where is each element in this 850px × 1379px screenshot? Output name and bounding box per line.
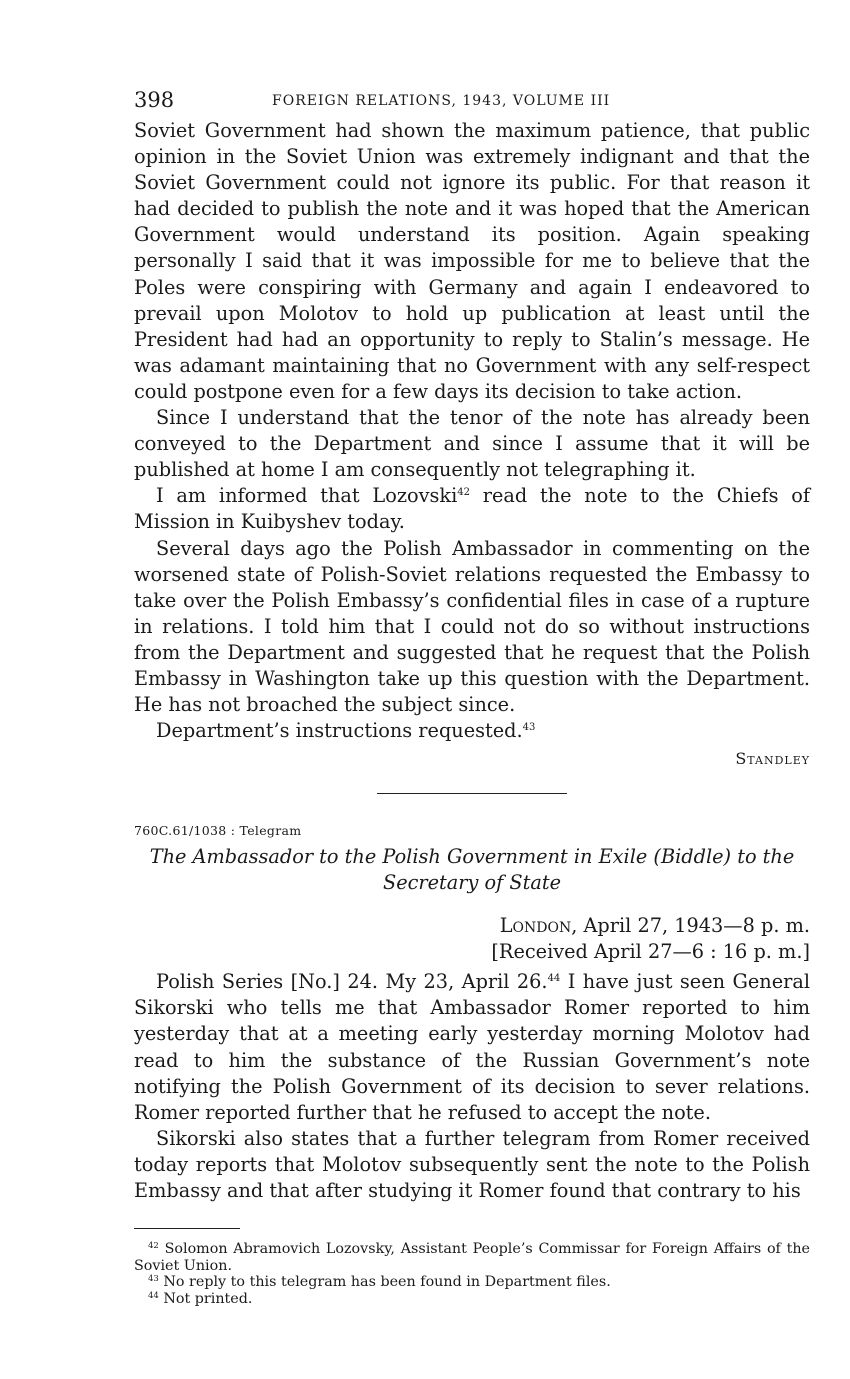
running-head: FOREIGN RELATIONS, 1943, VOLUME III xyxy=(272,93,611,109)
page-content xyxy=(134,88,810,1204)
paragraph xyxy=(134,969,810,1126)
page-header xyxy=(134,88,810,118)
paragraph-text: Department’s instructions requested. xyxy=(156,719,523,743)
footnote xyxy=(134,1274,810,1291)
paragraph: Several days ago the Polish Ambassador in commenting on the worsened state of Polish-Soviet relations requested the Embassy to take over the Polish Embassy’s confidential files in case of a rupture in relations. I told him that I could not do so without instructions from the Department and suggested that he request that the Polish Embassy in Washington take up this question with the Department. He has not broached the subject since. xyxy=(134,536,810,717)
signature: Standley xyxy=(735,749,810,769)
paragraph xyxy=(134,718,810,744)
paragraph: Since I understand that the tenor of the note has already been conveyed to the Department and since I assume that it will be published at home I am consequently not telegraphing it. xyxy=(134,406,810,482)
footnote-number: 42 xyxy=(148,1241,159,1251)
page-number: 398 xyxy=(134,88,175,112)
footnote-text: Not printed. xyxy=(163,1290,253,1307)
footnote xyxy=(134,1241,810,1274)
footnote-rule xyxy=(134,1228,240,1229)
telegram-title xyxy=(134,844,810,896)
paragraph: Soviet Government had shown the maximum patience, that public opinion in the Soviet Union was extremely indignant and that the Soviet Government could not ignore its public. For that reason it had decided to publish the note and it was hoped that the American Government would understand its position. Again speaking personally I said that it was impossible for me to believe that the Poles were conspiring with Germany and again I endeavored to prevail upon Molotov to hold up publication at least until the President had had an opportunity to reply to Stalin’s message. He was adamant maintaining that no Government with any self-respect could postpone even for a few days its decision to take action. xyxy=(134,119,810,403)
footnote-number: 43 xyxy=(148,1274,159,1284)
paragraph xyxy=(134,483,810,535)
title-line: Secretary of State xyxy=(382,871,561,895)
document-id: 760C.61/1038 : Telegram xyxy=(134,823,302,839)
footnote-ref: 42 xyxy=(457,487,470,499)
dateline-sent xyxy=(134,913,810,939)
dateline xyxy=(134,913,810,965)
footnote-number: 44 xyxy=(148,1290,159,1301)
dateline-date: , April 27, 1943—8 p. m. xyxy=(571,914,810,938)
paragraph-text: I have just seen General Sikorski who tells me that Ambassador Romer reported to him yesterday that at a meeting early yesterday morning Molotov had read to him the substance of the Russian Government’s note notifying the Polish Government of its decision to sever relations. Romer reported further that he refused to accept the note. xyxy=(134,970,810,1124)
paragraph-text: read the note to the Chiefs of Mission in Kuibyshev today. xyxy=(134,484,810,534)
footnote-text: No reply to this telegram has been found in Department files. xyxy=(163,1274,611,1290)
footnote-ref: 43 xyxy=(522,722,536,734)
paragraph: Sikorski also states that a further telegram from Romer received today reports that Molotov subsequently sent the note to the Polish Embassy and that after studying it Romer found that contrary to his xyxy=(134,1126,810,1202)
dateline-received: [Received April 27—6 : 16 p. m.] xyxy=(491,940,810,964)
section-divider xyxy=(377,793,567,794)
footnote xyxy=(134,1291,810,1308)
footnotes xyxy=(134,1228,810,1307)
footnote-text: Solomon Abramovich Lozovsky, Assistant People’s Commissar for Foreign Affairs of the Soviet Union. xyxy=(134,1241,811,1274)
telegram-body xyxy=(134,969,810,1204)
letter-body xyxy=(134,118,810,744)
paragraph-text: I am informed that Lozovski xyxy=(156,484,458,508)
dateline-place: London xyxy=(499,914,572,938)
paragraph-text: Polish Series [No.] 24. My 23, April 26. xyxy=(156,970,548,994)
title-line: The Ambassador to the Polish Government in Exile (Biddle) to the xyxy=(149,845,795,869)
footnote-ref: 44 xyxy=(547,973,561,985)
